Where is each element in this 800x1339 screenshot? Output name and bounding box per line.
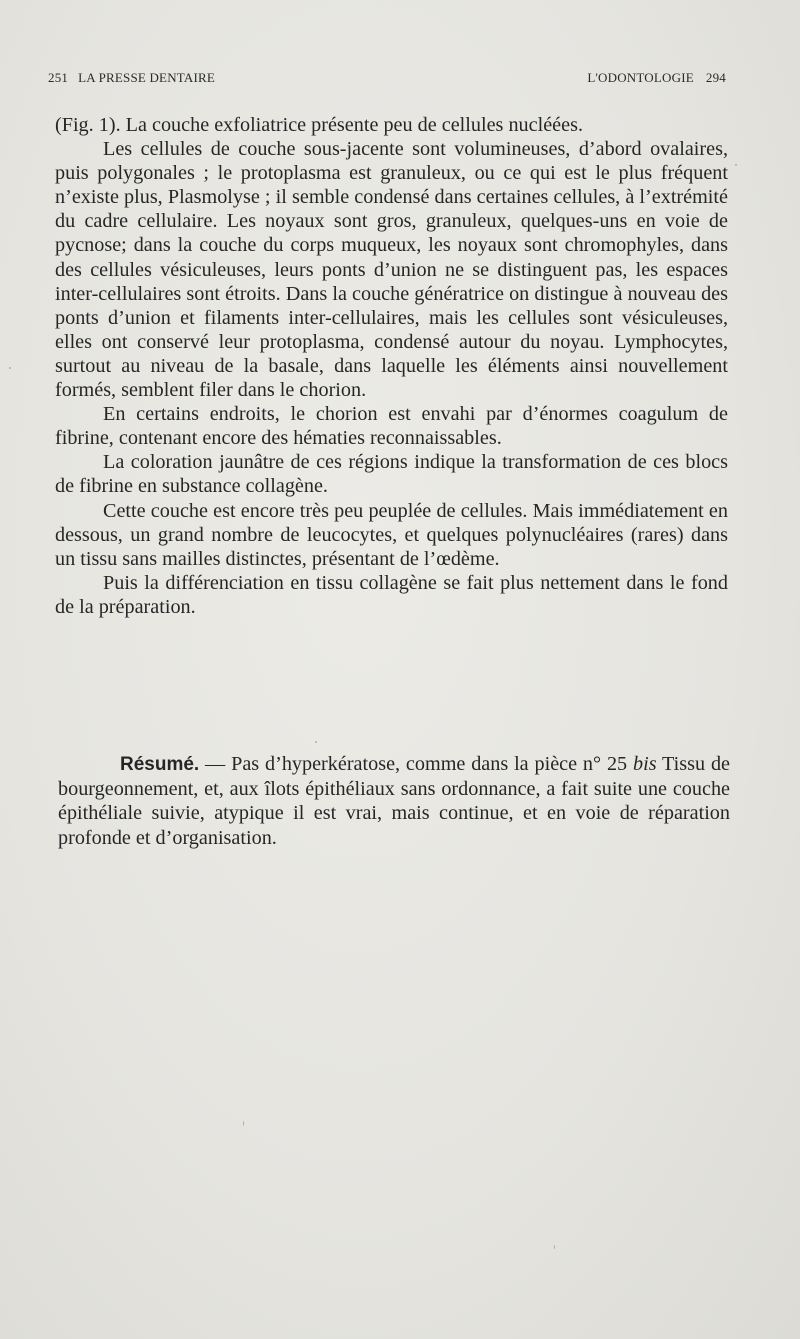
header-left — [48, 70, 215, 86]
summary-block — [58, 752, 730, 850]
paragraph-cell-layers: Les cellules de couche sous-jacente sont volumineuses, d’abord ovalaires, puis polygonales ; le protoplasma est granuleux, ou ce qui est le plus fréquent n’existe plus, Plasmolyse ; il semble condensé dans certaines cellules, à l’extrémité du cadre cellulaire. Les noyaux sont gros, granuleux, quelques-uns en voie de pycnose; dans la couche du corps muqueux, les noyaux sont chromophyles, dans des cellules vésiculeuses, leurs ponts d’union ne se distinguent pas, les espaces inter-cellulaires sont étroits. Dans la couche génératrice on distingue à nouveau des ponts d’union et filaments inter-cellulaires, mais les cellules sont vésiculeuses, elles ont conservé leur protoplasma, condensé autour du noyau. Lymphocytes, surtout au niveau de la basale, dans laquelle les éléments ainsi nouvellement formés, semblent filer dans le chorion. — [55, 138, 728, 402]
paper-speck — [735, 164, 737, 166]
summary-italic-bis: bis — [633, 753, 657, 775]
paper-speck — [554, 1245, 555, 1249]
running-header — [48, 70, 726, 90]
paragraph-fig-reference: (Fig. 1). La couche exfoliatrice présente peu de cellules nucléées. — [55, 114, 583, 136]
summary-paragraph — [58, 752, 730, 850]
right-page-number: 294 — [705, 70, 726, 85]
paper-speck — [9, 367, 11, 369]
right-journal-title: L'ODONTOLOGIE — [587, 70, 694, 85]
left-page-number: 251 — [48, 70, 69, 85]
summary-text-end: Tissu de bourgeonnement, et, aux îlots épithéliaux sans ordonnance, a fait suite une couche épithéliale suivie, atypique il est vrai, mais continue, et en voie de réparation profonde et d’organisation. — [58, 753, 730, 849]
paper-speck — [243, 1121, 244, 1126]
left-journal-title: LA PRESSE DENTAIRE — [78, 70, 216, 85]
summary-text-start: — Pas d’hyperkératose, comme dans la pièce n° 25 — [199, 753, 633, 775]
body-text — [55, 113, 728, 619]
summary-lead: Résumé. — [120, 754, 200, 775]
paragraph-leucocytes: Cette couche est encore très peu peuplée de cellules. Mais immédiatement en dessous, un grand nombre de leucocytes, et quelques polynucléaires (rares) dans un tissu sans mailles distinctes, présentant de l’œdème. — [55, 499, 728, 570]
header-right — [587, 70, 726, 86]
paragraph-coloration: La coloration jaunâtre de ces régions indique la transformation de ces blocs de fibrine en substance collagène. — [55, 451, 728, 498]
paragraph-fibrin: En certains endroits, le chorion est envahi par d’énormes coagulum de fibrine, contenant encore des hématies reconnaissables. — [55, 403, 728, 450]
paper-speck — [315, 741, 317, 743]
paragraph-differentiation: Puis la différenciation en tissu collagène se fait plus nettement dans le fond de la préparation. — [55, 571, 728, 618]
